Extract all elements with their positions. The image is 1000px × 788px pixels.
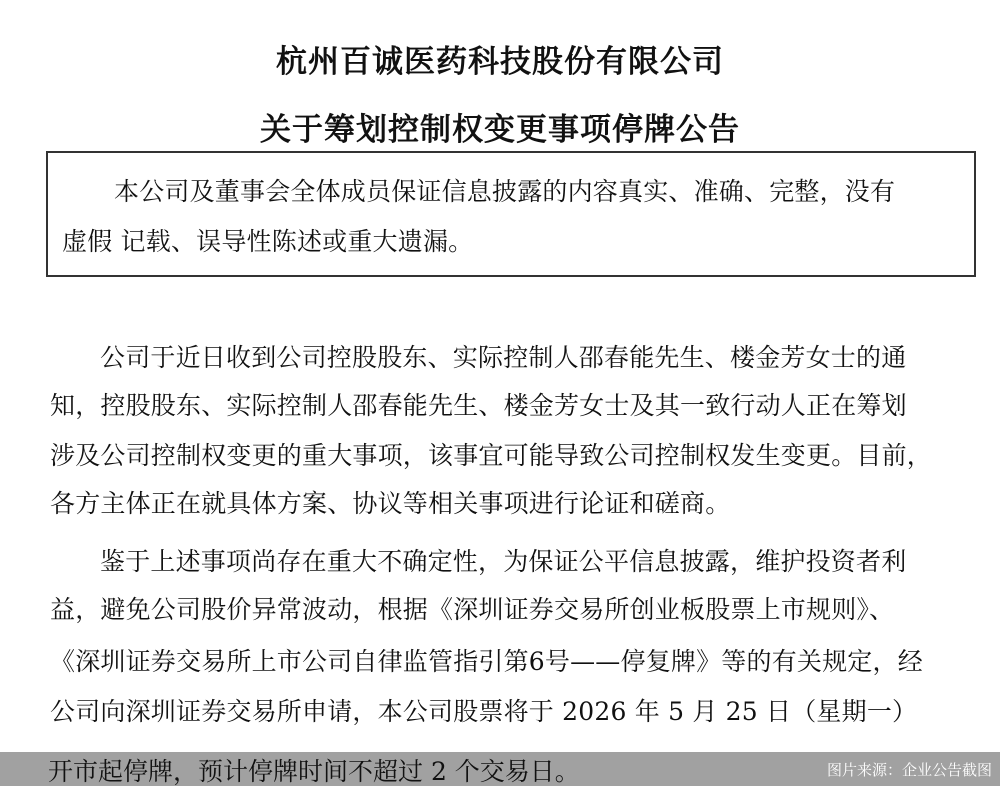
paragraph-line: 各方主体正在就具体方案、协议等相关事项进行论证和磋商。 xyxy=(50,489,731,518)
image-source-label: 图片来源：企业公告截图 xyxy=(826,761,992,779)
disclaimer-line: 本公司及董事会全体成员保证信息披露的内容真实、准确、完整，没有 xyxy=(114,177,896,206)
paragraph-line: 涉及公司控制权变更的重大事项，该事宜可能导致公司控制权发生变更。目前， xyxy=(50,441,933,470)
disclaimer-line: 虚假 记载、误导性陈述或重大遗漏。 xyxy=(62,227,474,256)
caption-bar xyxy=(0,752,1000,786)
paragraph-line: 公司向深圳证券交易所申请，本公司股票将于 2026 年 5 月 25 日（星期一） xyxy=(50,697,918,726)
paragraph-line: 益，避免公司股价异常波动，根据《深圳证券交易所创业板股票上市规则》、 xyxy=(50,595,895,624)
paragraph-line: 公司于近日收到公司控股股东、实际控制人邵春能先生、楼金芳女士的通 xyxy=(100,343,907,372)
company-title: 杭州百诚医药科技股份有限公司 xyxy=(276,44,724,80)
notice-title: 关于筹划控制权变更事项停牌公告 xyxy=(260,112,740,148)
paragraph-line: 鉴于上述事项尚存在重大不确定性，为保证公平信息披露，维护投资者利 xyxy=(100,547,907,576)
paragraph-line: 开市起停牌，预计停牌时间不超过 2 个交易日。 xyxy=(48,757,580,786)
paragraph-line: 知，控股股东、实际控制人邵春能先生、楼金芳女士及其一致行动人正在筹划 xyxy=(50,391,907,420)
disclaimer-box xyxy=(46,151,976,277)
paragraph-line: 《深圳证券交易所上市公司自律监管指引第6号——停复牌》等的有关规定，经 xyxy=(50,647,923,676)
